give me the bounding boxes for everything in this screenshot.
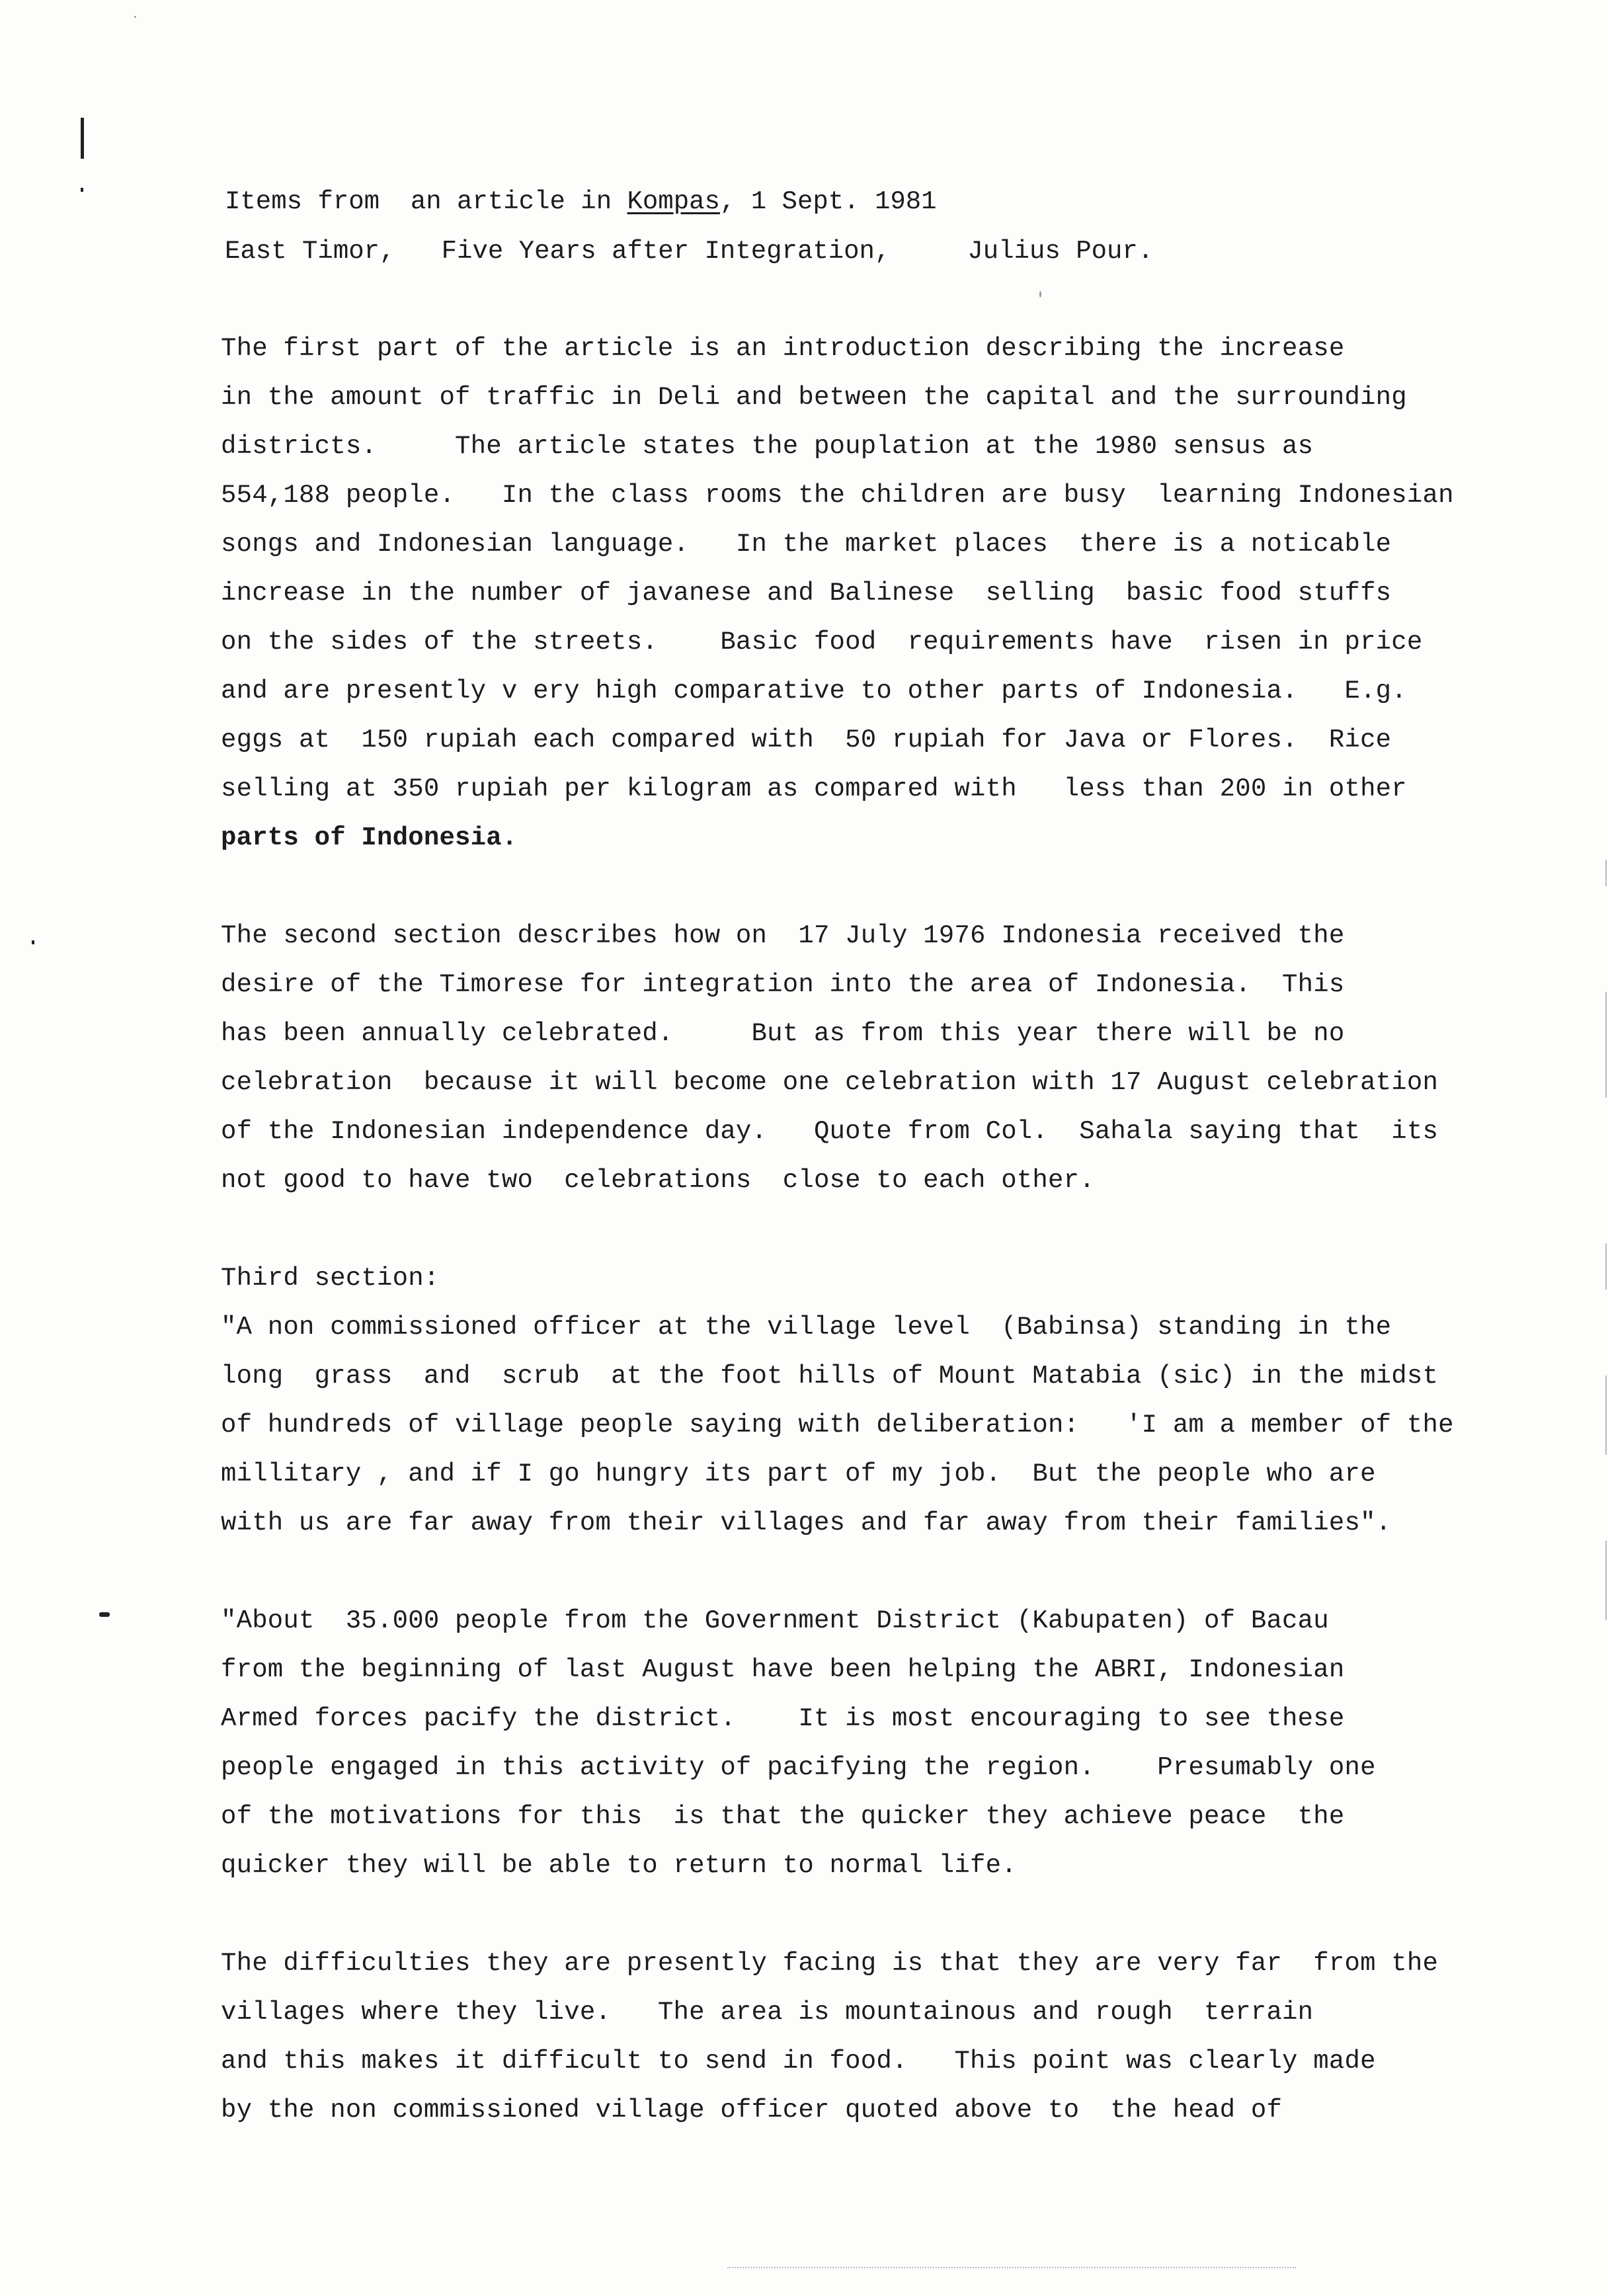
scan-speck [1039,291,1041,298]
article-body [221,324,1543,2184]
text-line: in the amount of traffic in Deli and between the capital and the surrounding [221,383,1407,412]
header-date: , 1 Sept. 1981 [719,187,937,216]
paragraph-third-section [221,1254,1543,1547]
scan-bottom-artifact [727,2267,1296,2271]
scan-edge-artifact [1605,1541,1607,1620]
text-line: of the motivations for this is that the quicker they achieve peace the [221,1802,1345,1831]
scan-edge-artifact [1605,1243,1607,1290]
text-line: The difficulties they are presently facing is that they are very far from the [221,1949,1439,1978]
text-line: districts. The article states the pouplation at the 1980 sensus as [221,432,1314,461]
scan-edge-artifact [1605,1375,1607,1455]
text-line: and are presently v ery high comparative to other parts of Indonesia. E.g. [221,676,1407,706]
text-line: has been annually celebrated. But as from this year there will be no [221,1019,1345,1048]
text-line: 554,188 people. In the class rooms the children are busy learning Indonesian [221,481,1454,510]
text-line: quicker they will be able to return to normal life. [221,1851,1017,1880]
text-line: Armed forces pacify the district. It is most encouraging to see these [221,1704,1345,1733]
text-line: from the beginning of last August have been helping the ABRI, Indonesian [221,1655,1345,1684]
text-line: "About 35.000 people from the Government District (Kabupaten) of Bacau [221,1606,1329,1635]
text-line: selling at 350 rupiah per kilogram as compared with less than 200 in other [221,774,1407,803]
header-title-line: East Timor, Five Years after Integration, Julius Pour. [225,237,1154,266]
paragraph-bacau [221,1596,1543,1890]
text-line: desire of the Timorese for integration into the area of Indonesia. This [221,970,1345,999]
text-line: of the Indonesian independence day. Quote from Col. Sahala saying that its [221,1117,1439,1146]
scan-mark-dot [32,940,34,944]
paragraph-difficulties [221,1939,1543,2135]
text-line: celebration because it will become one celebration with 17 August celebration [221,1068,1439,1097]
scan-speck [134,16,136,18]
text-line: by the non commissioned village officer quoted above to the head of [221,2096,1283,2125]
text-line: people engaged in this activity of pacifying the region. Presumably one [221,1753,1376,1782]
text-line: millitary , and if I go hungry its part of my job. But the people who are [221,1459,1376,1489]
scan-edge-artifact [1605,860,1607,886]
text-line: eggs at 150 rupiah each compared with 50 rupiah for Java or Flores. Rice [221,725,1392,755]
scan-mark-top-left [81,118,84,159]
text-line: songs and Indonesian language. In the market places there is a noticable [221,530,1392,559]
source-publication: Kompas [627,187,720,216]
text-line: increase in the number of javanese and Balinese selling basic food stuffs [221,579,1392,608]
scan-mark-dot [81,188,83,192]
text-line: and this makes it difficult to send in food. This point was clearly made [221,2047,1376,2076]
header-source-line [225,177,1415,227]
text-line: The first part of the article is an introduction describing the increase [221,334,1345,363]
text-line: on the sides of the streets. Basic food requirements have risen in price [221,628,1423,657]
text-line: The second section describes how on 17 July 1976 Indonesia received the [221,921,1345,950]
text-line: long grass and scrub at the foot hills of Mount Matabia (sic) in the midst [221,1362,1439,1391]
text-line-bold: parts of Indonesia. [221,823,518,852]
text-line: with us are far away from their villages and far away from their families". [221,1508,1392,1538]
paragraph-second-section [221,911,1543,1205]
scan-edge-artifact [1605,992,1607,1098]
scan-mark-dash [99,1612,110,1617]
article-header [225,177,1415,276]
text-line: not good to have two celebrations close to each other. [221,1166,1095,1195]
header-prefix: Items from an article in [225,187,627,216]
section-heading: Third section: [221,1264,440,1293]
paragraph-introduction [221,324,1543,862]
text-line: villages where they live. The area is mountainous and rough terrain [221,1998,1314,2027]
text-line: of hundreds of village people saying with deliberation: 'I am a member of the [221,1411,1454,1440]
text-line: "A non commissioned officer at the village level (Babinsa) standing in the [221,1313,1392,1342]
